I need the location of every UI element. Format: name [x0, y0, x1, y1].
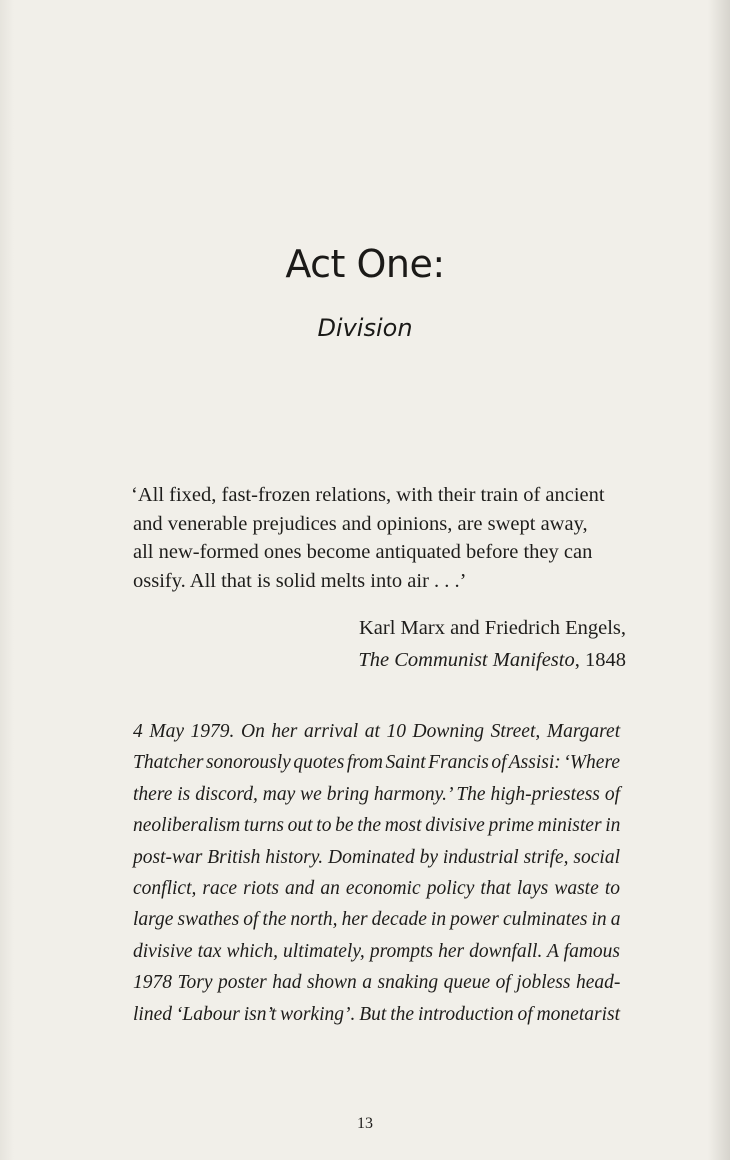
chapter-body [133, 716, 620, 1030]
body-line: post-war British history. Dominated by industrial strife, social [133, 846, 620, 868]
body-line: 4 May 1979. On her arrival at 10 Downing Street, Margaret [133, 721, 621, 742]
epigraph-author: Karl Marx and Friedrich Engels, [359, 617, 626, 639]
epigraph-quote [131, 481, 611, 595]
epigraph-line: and venerable prejudices and opinions, are swept away, [133, 512, 588, 535]
act-title: Act One: [285, 242, 445, 286]
epigraph-work-title: The Communist Manifesto [358, 649, 575, 671]
page-number: 13 [357, 1115, 373, 1132]
epigraph-work-year: , 1848 [574, 649, 626, 671]
epigraph-line: all new-formed ones become antiquated before they can [133, 541, 593, 563]
page-edge-shade [708, 0, 730, 1160]
page-gutter-shade [0, 0, 14, 1160]
body-line: there is discord, may we bring harmony.’ The high-priestess of [133, 783, 620, 805]
epigraph-line: ossify. All that is solid melts into air . . .’ [133, 569, 467, 592]
body-line: large swathes of the north, her decade in power culminates in a [133, 909, 621, 931]
body-line: lined ‘Labour isn’t working’. But the introduction of monetarist [133, 1003, 620, 1025]
epigraph-source [358, 644, 626, 676]
epigraph-attribution [358, 612, 626, 676]
act-subtitle: Division [317, 314, 413, 342]
body-line: divisive tax which, ultimately, prompts her downfall. A famous [133, 940, 620, 962]
body-line: 1978 Tory poster had shown a snaking queue of jobless head- [133, 972, 621, 994]
body-line: neoliberalism turns out to be the most divisive prime minister in [133, 815, 621, 837]
body-line: Thatcher sonorously quotes from Saint Francis of Assisi: ‘Where [133, 752, 620, 774]
epigraph-line: ‘All fixed, fast-frozen relations, with their train of ancient [131, 484, 605, 506]
body-line: conflict, race riots and an economic policy that lays waste to [133, 878, 620, 900]
